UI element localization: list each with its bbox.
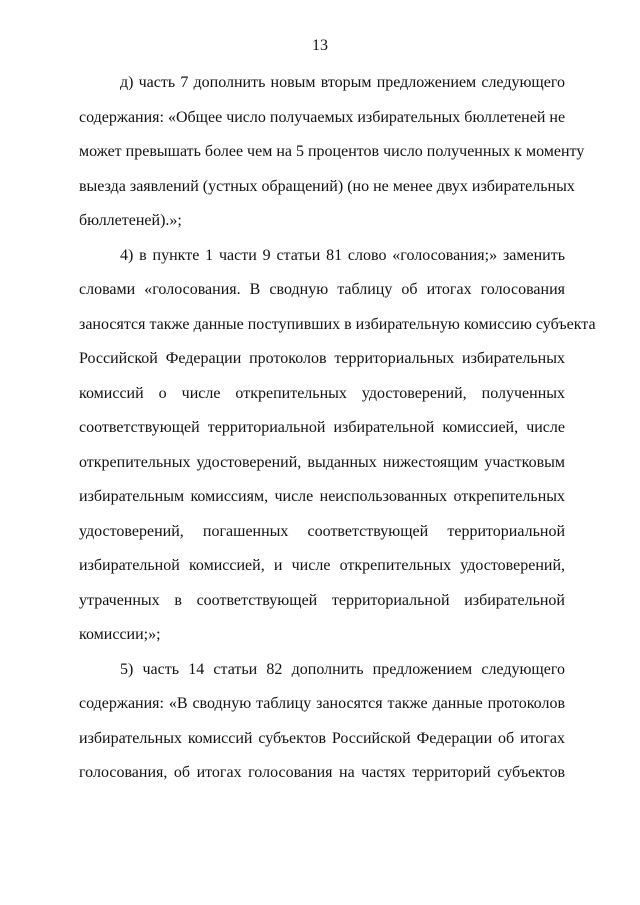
text-line: словами «голосования. В сводную таблицу об итогах голосования xyxy=(79,281,565,298)
text-line: содержания: «В сводную таблицу заносятся также данные протоколов xyxy=(79,695,565,712)
text-line: бюллетеней).»; xyxy=(79,212,182,229)
text-line: избирательной комиссией, и числе открепительных удостоверений, xyxy=(79,557,565,574)
text-line: содержания: «Общее число получаемых избирательных бюллетеней не xyxy=(79,108,566,126)
document-body xyxy=(79,66,596,791)
page-number: 13 xyxy=(312,37,328,54)
text-line: соответствующей территориальной избирательной комиссией, числе xyxy=(79,419,565,436)
paragraph-d xyxy=(79,66,585,239)
text-line: 5) часть 14 статьи 82 дополнить предложением следующего xyxy=(120,660,565,678)
text-line: заносятся также данные поступивших в избирательную комиссию субъекта xyxy=(79,315,596,333)
text-line: д) часть 7 дополнить новым вторым предложением следующего xyxy=(120,74,565,91)
text-line: 4) в пункте 1 части 9 статьи 81 слово «голосования;» заменить xyxy=(120,246,565,264)
text-line: комиссии;»; xyxy=(79,626,161,643)
paragraph-4 xyxy=(79,239,596,653)
paragraph-5 xyxy=(79,653,565,791)
text-line: комиссий о числе открепительных удостоверений, полученных xyxy=(79,384,565,402)
text-line: выезда заявлений (устных обращений) (но не менее двух избирательных xyxy=(79,177,575,195)
text-line: может превышать более чем на 5 процентов число полученных к моменту xyxy=(79,143,585,160)
text-line: избирательных комиссий субъектов Российской Федерации об итогах xyxy=(79,729,565,747)
text-line: избирательным комиссиям, числе неиспользованных открепительных xyxy=(79,488,565,505)
text-line: Российской Федерации протоколов территориальных избирательных xyxy=(79,350,565,367)
text-line: утраченных в соответствующей территориальной избирательной xyxy=(79,591,565,609)
text-line: удостоверений, погашенных соответствующей территориальной xyxy=(79,522,565,540)
text-line: открепительных удостоверений, выданных нижестоящим участковым xyxy=(79,453,565,471)
text-line: голосования, об итогах голосования на частях территорий субъектов xyxy=(79,764,565,781)
